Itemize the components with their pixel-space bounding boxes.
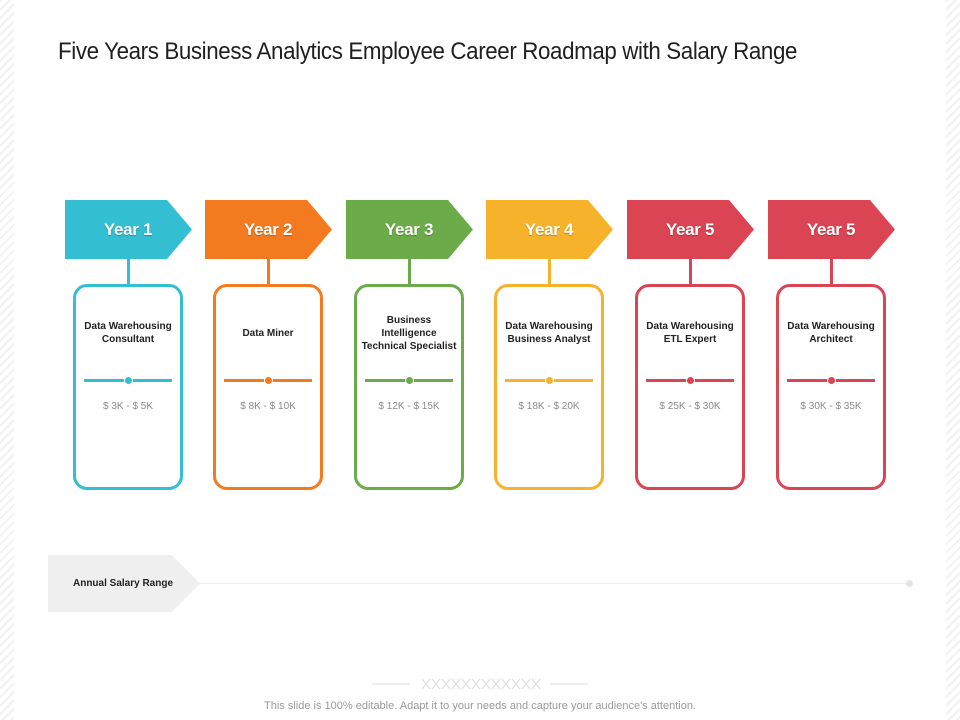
stage-connector — [689, 259, 692, 284]
role-title: Data Warehousing Business Analyst — [505, 321, 593, 345]
salary-line-end-dot — [906, 580, 913, 587]
role-title: Data Miner — [242, 327, 294, 339]
roadmap-stage — [486, 200, 614, 492]
role-card — [635, 284, 745, 490]
salary-range: $ 8K - $ 10K — [240, 401, 296, 412]
divider-dot — [827, 376, 836, 385]
year-label: Year 4 — [524, 219, 574, 239]
slide-title: Five Years Business Analytics Employee Career Roadmap with Salary Range — [58, 38, 798, 65]
role-title: Data Warehousing ETL Expert — [646, 321, 734, 345]
roadmap-stage — [346, 200, 474, 492]
salary-range: $ 25K - $ 30K — [659, 401, 721, 412]
role-card — [213, 284, 323, 490]
role-card — [354, 284, 464, 490]
year-label: Year 5 — [665, 219, 715, 239]
divider-dot — [405, 376, 414, 385]
role-card — [776, 284, 886, 490]
year-label: Year 3 — [384, 219, 434, 239]
role-title: Data Warehousing Consultant — [84, 321, 172, 345]
role-title: Data Warehousing Architect — [787, 321, 875, 345]
roadmap-stage — [65, 200, 193, 492]
salary-range: $ 12K - $ 15K — [378, 401, 440, 412]
role-card — [494, 284, 604, 490]
year-label: Year 1 — [103, 219, 153, 239]
stage-connector — [267, 259, 270, 284]
divider-dot — [264, 376, 273, 385]
salary-range: $ 3K - $ 5K — [102, 401, 154, 412]
year-label: Year 2 — [243, 219, 293, 239]
year-label: Year 5 — [806, 219, 856, 239]
footer-note: This slide is 100% editable. Adapt it to your needs and capture your audience's attention. — [264, 700, 696, 712]
role-title: Business Intelligence Technical Specialist — [361, 314, 457, 352]
stage-connector — [408, 259, 411, 284]
stage-connector — [127, 259, 130, 284]
right-edge-hatch — [946, 0, 960, 720]
salary-range: $ 18K - $ 20K — [518, 401, 580, 412]
annual-salary-label: Annual Salary Range — [72, 578, 174, 589]
roadmap-stage — [768, 200, 896, 492]
divider-dot — [124, 376, 133, 385]
left-edge-hatch — [0, 0, 14, 720]
salary-range-line — [200, 583, 912, 584]
roadmap-stage — [205, 200, 333, 492]
role-card — [73, 284, 183, 490]
stage-connector — [830, 259, 833, 284]
stage-connector — [548, 259, 551, 284]
salary-range: $ 30K - $ 35K — [800, 401, 862, 412]
divider-dot — [545, 376, 554, 385]
roadmap-stage — [627, 200, 755, 492]
annual-salary-tag — [48, 555, 200, 612]
divider-dot — [686, 376, 695, 385]
footer-decoration — [372, 676, 588, 692]
